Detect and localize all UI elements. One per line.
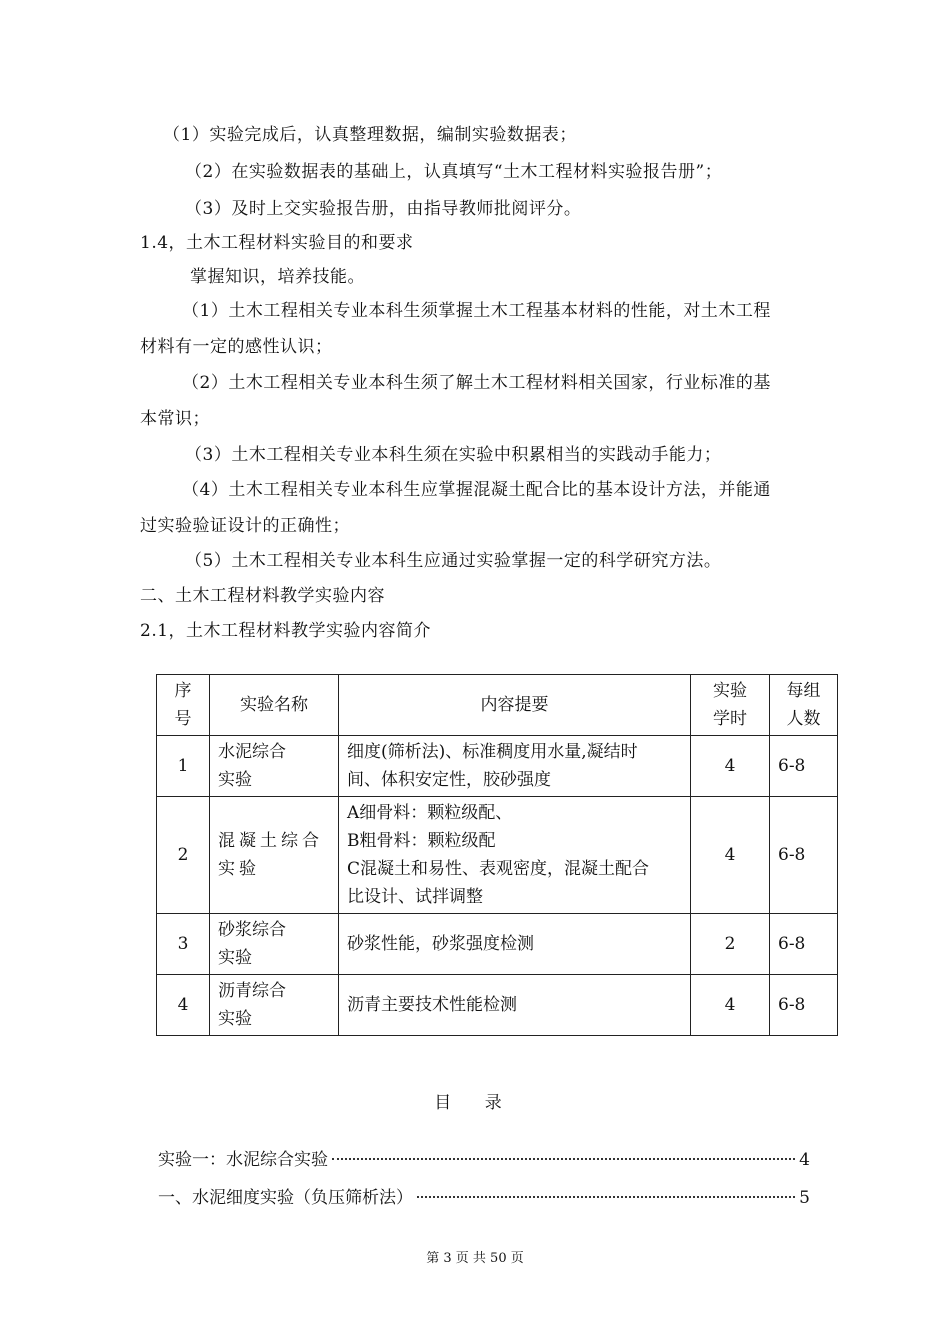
paragraph-7: （3）土木工程相关专业本科生须在实验中积累相当的实践动手能力；	[185, 445, 722, 465]
cell-group: 6-8	[770, 975, 838, 1036]
paragraph-8-line-2: 过实验验证设计的正确性；	[140, 516, 350, 536]
paragraph-6-line-1: （2）土木工程相关专业本科生须了解土木工程材料相关国家，行业标准的基	[182, 373, 771, 393]
cell-content: 沥青主要技术性能检测	[339, 975, 691, 1036]
table-row	[157, 914, 838, 975]
toc-entry[interactable]	[158, 1186, 810, 1210]
section-heading-2: 二、土木工程材料教学实验内容	[140, 586, 385, 606]
table-header-row	[157, 675, 838, 736]
cell-group: 6-8	[770, 736, 838, 797]
section-heading-1-4: 1.4，土木工程材料实验目的和要求	[140, 233, 414, 253]
cell-hours: 2	[691, 914, 770, 975]
paragraph-5-line-1: （1）土木工程相关专业本科生须掌握土木工程基本材料的性能，对土木工程	[182, 301, 771, 321]
toc-entry-label: 一、水泥细度实验（负压筛析法）	[158, 1188, 413, 1208]
toc-dot-leader	[332, 1158, 795, 1160]
cell-content: 砂浆性能，砂浆强度检测	[339, 914, 691, 975]
cell-group: 6-8	[770, 797, 838, 914]
page-footer: 第 3 页 共 50 页	[426, 1251, 524, 1266]
header-group: 每组 人数	[770, 675, 838, 736]
header-content: 内容提要	[339, 675, 691, 736]
cell-no: 1	[157, 736, 210, 797]
table-row	[157, 975, 838, 1036]
cell-name: 混凝土综合 实验	[210, 797, 339, 914]
header-name: 实验名称	[210, 675, 339, 736]
toc-dot-leader	[417, 1196, 795, 1198]
table-row	[157, 797, 838, 914]
toc-entry-label: 实验一：水泥综合实验	[158, 1150, 328, 1170]
paragraph-4: 掌握知识，培养技能。	[190, 267, 365, 287]
toc-entry-page: 4	[799, 1150, 810, 1170]
table-row	[157, 736, 838, 797]
paragraph-3: （3）及时上交实验报告册，由指导教师批阅评分。	[185, 199, 582, 219]
cell-hours: 4	[691, 797, 770, 914]
paragraph-6-line-2: 本常识；	[140, 409, 210, 429]
cell-name: 砂浆综合 实验	[210, 914, 339, 975]
cell-hours: 4	[691, 736, 770, 797]
paragraph-2: （2）在实验数据表的基础上，认真填写“土木工程材料实验报告册”；	[185, 162, 723, 182]
experiment-table	[156, 674, 838, 1036]
cell-no: 2	[157, 797, 210, 914]
paragraph-9: （5）土木工程相关专业本科生应通过实验掌握一定的科学研究方法。	[185, 551, 722, 571]
toc-title: 目 录	[434, 1093, 516, 1113]
paragraph-5-line-2: 材料有一定的感性认识；	[140, 337, 333, 357]
cell-no: 3	[157, 914, 210, 975]
section-heading-2-1: 2.1，土木工程材料教学实验内容简介	[140, 621, 432, 641]
toc-entry[interactable]	[158, 1148, 810, 1172]
paragraph-8-line-1: （4）土木工程相关专业本科生应掌握混凝土配合比的基本设计方法，并能通	[182, 480, 771, 500]
cell-name: 水泥综合 实验	[210, 736, 339, 797]
header-hours: 实验 学时	[691, 675, 770, 736]
paragraph-1: （1）实验完成后，认真整理数据，编制实验数据表；	[163, 125, 577, 145]
cell-content: A细骨料：颗粒级配、 B粗骨料：颗粒级配 C混凝土和易性、表观密度，混凝土配合 比设计、试拌调整	[339, 797, 691, 914]
cell-hours: 4	[691, 975, 770, 1036]
cell-content: 细度(筛析法)、标准稠度用水量,凝结时 间、体积安定性，胶砂强度	[339, 736, 691, 797]
cell-name: 沥青综合 实验	[210, 975, 339, 1036]
cell-no: 4	[157, 975, 210, 1036]
cell-group: 6-8	[770, 914, 838, 975]
header-no: 序 号	[157, 675, 210, 736]
toc-entry-page: 5	[799, 1188, 810, 1208]
